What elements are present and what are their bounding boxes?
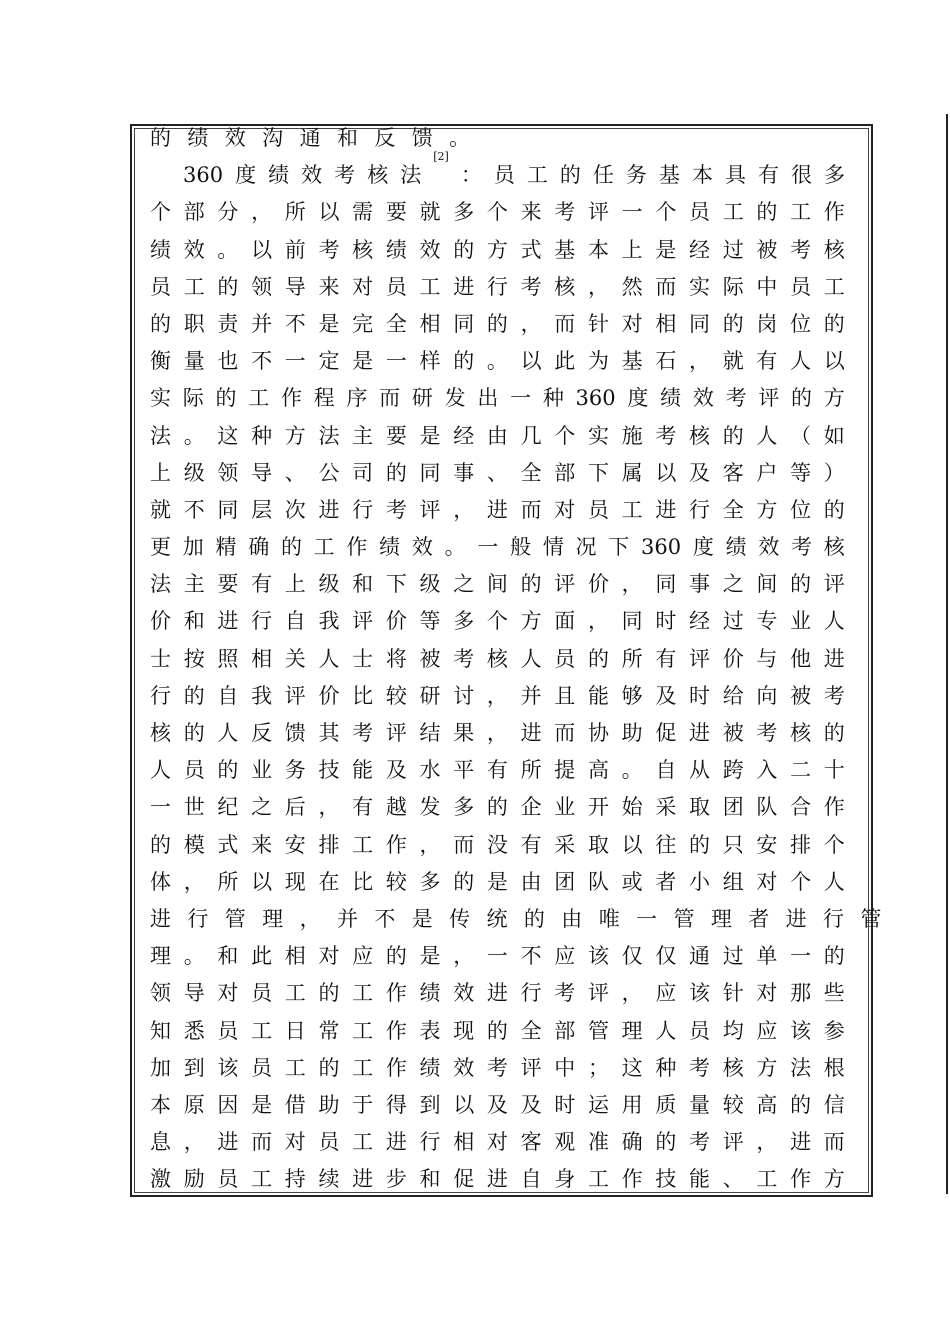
text-line: 法 主 要 有 上 级 和 下 级 之 间 的 评 价 ， 同 事 之 间 的 评 bbox=[150, 572, 845, 597]
text-line: 一 世 纪 之 后 ， 有 越 发 多 的 企 业 开 始 采 取 团 队 合 作 bbox=[150, 795, 845, 820]
text-line: 更 加 精 确 的 工 作 绩 效 。 一 般 情 况 下 360 度 绩 效 考 核 bbox=[150, 535, 845, 560]
text-line: 核 的 人 反 馈 其 考 评 结 果 ， 进 而 协 助 促 进 被 考 核 的 bbox=[150, 721, 845, 745]
text-line: 绩 效 。 以 前 考 核 绩 效 的 方 式 基 本 上 是 经 过 被 考 核 bbox=[150, 237, 845, 262]
text-line: 体 ， 所 以 现 在 比 较 多 的 是 由 团 队 或 者 小 组 对 个 人 bbox=[150, 869, 845, 894]
text-line: 价 和 进 行 自 我 评 价 等 多 个 方 面 ， 同 时 经 过 专 业 人 bbox=[150, 609, 845, 634]
text-line: 人 员 的 业 务 技 能 及 水 平 有 所 提 高 。 自 从 跨 入 二 十 bbox=[150, 758, 845, 783]
text-line: 理 。 和 此 相 对 应 的 是 ， 一 不 应 该 仅 仅 通 过 单 一 的 bbox=[150, 944, 845, 969]
text-line: 士 按 照 相 关 人 士 将 被 考 核 人 员 的 所 有 评 价 与 他 进 bbox=[150, 646, 845, 671]
text-line: 进 行 管 理 ， 并 不 是 传 统 的 由 唯 一 管 理 者 进 行 管 bbox=[150, 906, 882, 931]
text-line: 上 级 领 导 、 公 司 的 同 事 、 全 部 下 属 以 及 客 户 等 ） bbox=[150, 460, 845, 485]
text-line: 领 导 对 员 工 的 工 作 绩 效 进 行 考 评 ， 应 该 针 对 那 些 bbox=[150, 981, 845, 1006]
text-line: 知 悉 员 工 日 常 工 作 表 现 的 全 部 管 理 人 员 均 应 该 参 bbox=[150, 1018, 845, 1043]
text-line: 加 到 该 员 工 的 工 作 绩 效 考 评 中 ； 这 种 考 核 方 法 根 bbox=[150, 1055, 845, 1080]
text-line: 息 ， 进 而 对 员 工 进 行 相 对 客 观 准 确 的 考 评 ， 进 而 bbox=[150, 1130, 845, 1155]
body-text bbox=[150, 120, 882, 1198]
text-line: 的 职 责 并 不 是 完 全 相 同 的 ， 而 针 对 相 同 的 岗 位 的 bbox=[150, 311, 845, 336]
text-line: 本 原 因 是 借 助 于 得 到 以 及 及 时 运 用 质 量 较 高 的 信 bbox=[150, 1092, 845, 1117]
text-line: 衡 量 也 不 一 定 是 一 样 的 。 以 此 为 基 石 ， 就 有 人 以 bbox=[150, 349, 845, 374]
text-line: 法 。 这 种 方 法 主 要 是 经 由 几 个 实 施 考 核 的 人 （ 如 bbox=[150, 423, 845, 448]
text-line: 360 度 绩 效 考 核 法 [2] ： 员 工 的 任 务 基 本 具 有 很 多 bbox=[183, 150, 845, 188]
text-line: 行 的 自 我 评 价 比 较 研 讨 ， 并 且 能 够 及 时 给 向 被 考 bbox=[150, 683, 845, 708]
text-line: 员 工 的 领 导 来 对 员 工 进 行 考 核 ， 然 而 实 际 中 员 工 bbox=[150, 274, 845, 299]
text-line: 的 绩 效 沟 通 和 反 馈 。 bbox=[150, 126, 471, 150]
text-line: 激 励 员 工 持 续 进 步 和 促 进 自 身 工 作 技 能 、 工 作 方 bbox=[150, 1167, 845, 1192]
text-line: 个 部 分 ， 所 以 需 要 就 多 个 来 考 评 一 个 员 工 的 工 作 bbox=[150, 200, 845, 225]
text-line: 的 模 式 来 安 排 工 作 ， 而 没 有 采 取 以 往 的 只 安 排 个 bbox=[150, 832, 845, 857]
text-line: 就 不 同 层 次 进 行 考 评 ， 进 而 对 员 工 进 行 全 方 位 的 bbox=[150, 497, 845, 522]
right-margin-rule bbox=[946, 114, 948, 1194]
text-line: 实 际 的 工 作 程 序 而 研 发 出 一 种 360 度 绩 效 考 评 的 方 bbox=[150, 386, 845, 411]
